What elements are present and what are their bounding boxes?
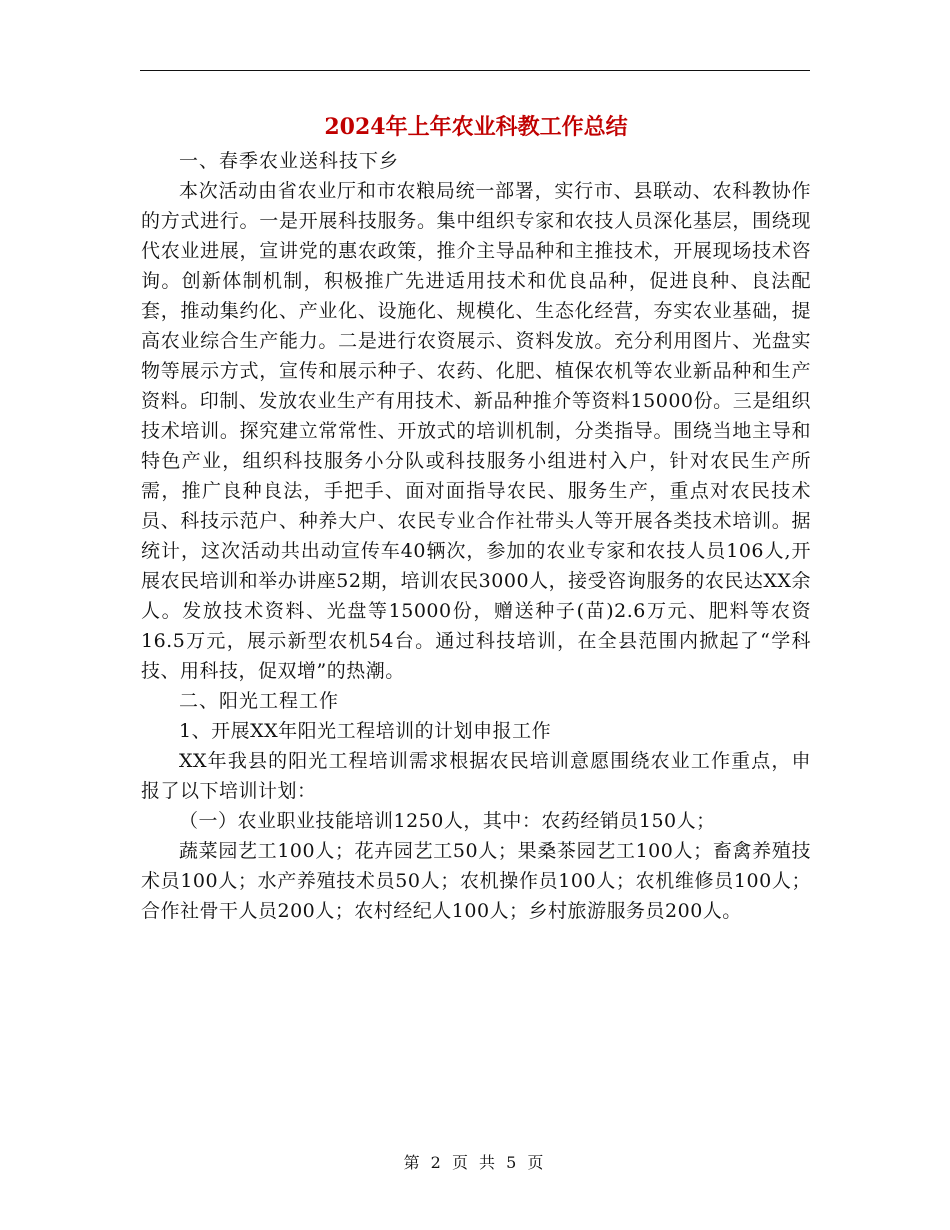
page-number: 第 2 页 共 5 页: [403, 1153, 547, 1172]
body-paragraph-3: 蔬菜园艺工100人；花卉园艺工50人；果桑茶园艺工100人；畜禽养殖技术员100人；水产养殖技术员50人；农机操作员100人；农机维修员100人；合作社骨干人员200人；农村经纪人100人；乡村旅游服务员200人。: [141, 840, 811, 922]
document-body: [141, 108, 811, 926]
subsection-heading-1: 1、开展XX年阳光工程培训的计划申报工作: [179, 720, 552, 742]
body-paragraph-2: XX年我县的阳光工程培训需求根据农民培训意愿围绕农业工作重点，申报了以下培训计划：: [141, 750, 811, 802]
list-item-1: （一）农业职业技能培训1250人，其中：农药经销员150人；: [179, 810, 716, 832]
header-rule: [140, 70, 810, 71]
section-heading-2: 二、阳光工程工作: [179, 690, 340, 712]
document-title: 2024年上年农业科教工作总结: [324, 114, 628, 140]
body-paragraph-1: 本次活动由省农业厅和市农粮局统一部署，实行市、县联动、农科教协作的方式进行。一是开展科技服务。集中组织专家和农技人员深化基层，围绕现代农业进展，宣讲党的惠农政策，推介主导品种和主推技术，开展现场技术咨询。创新体制机制，积极推广先进适用技术和优良品种，促进良种、良法配套，推动集约化、产业化、设施化、规模化、生态化经营，夯实农业基础，提高农业综合生产能力。二是进行农资展示、资料发放。充分利用图片、光盘实物等展示方式，宣传和展示种子、农药、化肥、植保农机等农业新品种和生产资料。印制、发放农业生产有用技术、新品种推介等资料15000份。三是组织技术培训。探究建立常常性、开放式的培训机制，分类指导。围绕当地主导和特色产业，组织科技服务小分队或科技服务小组进村入户，针对农民生产所需，推广良种良法，手把手、面对面指导农民、服务生产，重点对农民技术员、科技示范户、种养大户、农民专业合作社带头人等开展各类技术培训。据统计，这次活动共出动宣传车40辆次，参加的农业专家和农技人员106人,开展农民培训和举办讲座52期，培训农民3000人，接受咨询服务的农民达XX余人。发放技术资料、光盘等15000份，赠送种子(苗)2.6万元、肥料等农资16.5万元，展示新型农机54台。通过科技培训，在全县范围内掀起了“学科技、用科技，促双增”的热潮。: [141, 180, 811, 682]
section-heading-1: 一、春季农业送科技下乡: [179, 150, 400, 172]
